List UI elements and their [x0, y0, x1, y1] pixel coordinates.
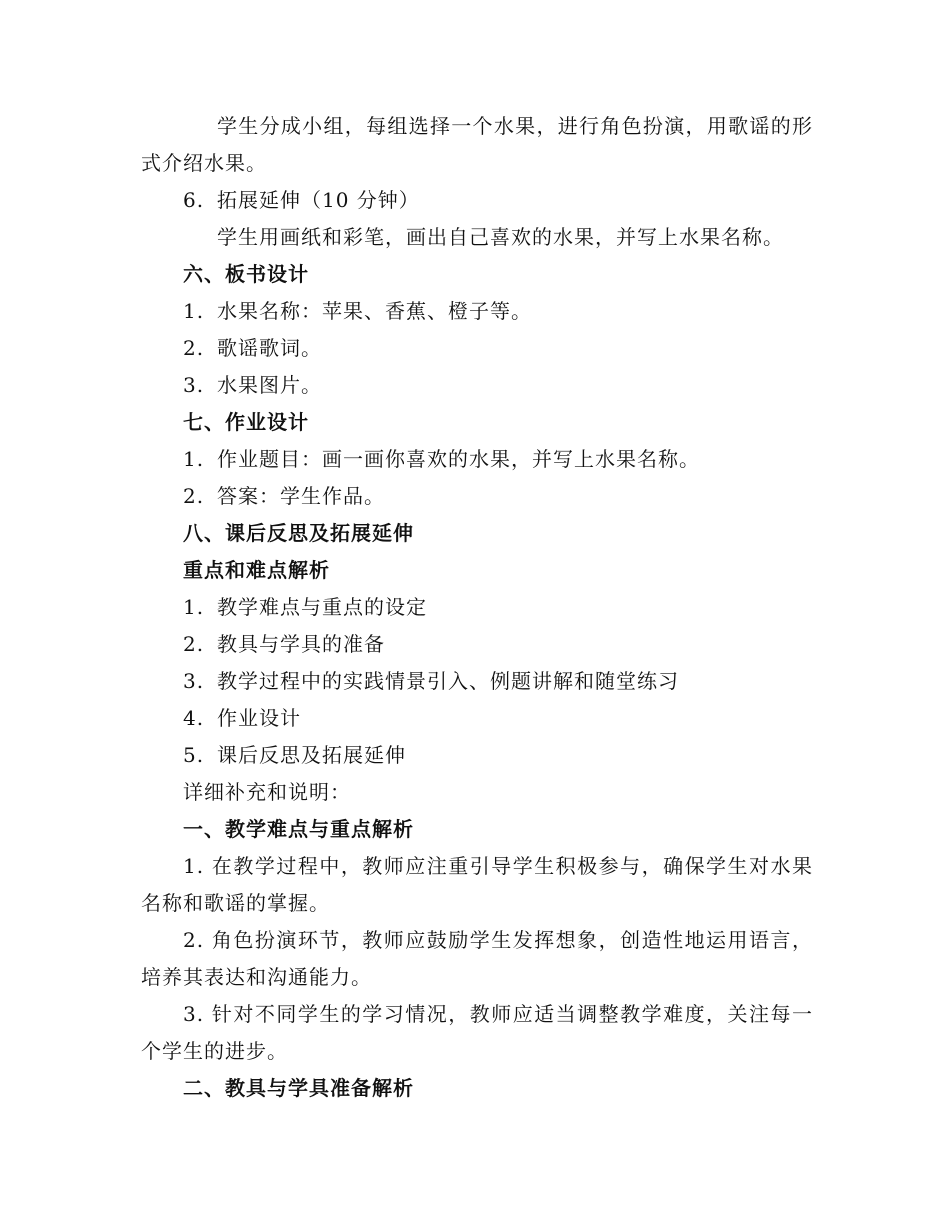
paragraph-role-play: 学生分成小组，每组选择一个水果，进行角色扮演，用歌谣的形式介绍水果。: [141, 114, 813, 175]
list-item: 4. 作业设计: [183, 706, 301, 730]
list-item: 5. 课后反思及拓展延伸: [183, 743, 406, 767]
list-item: 3. 教学过程中的实践情景引入、例题讲解和随堂练习: [183, 669, 679, 693]
step-6-number: 6.: [183, 188, 205, 212]
analysis-2-heading: 二、教具与学具准备解析: [183, 1076, 414, 1100]
list-item: 2. 教具与学具的准备: [183, 632, 385, 656]
list-item: 1. 教学难点与重点的设定: [183, 595, 427, 619]
supplement-label: 详细补充和说明：: [183, 780, 351, 804]
section-7-heading: 七、作业设计: [183, 410, 309, 434]
analysis-1-heading: 一、教学难点与重点解析: [183, 817, 414, 841]
step-6-text: 拓展延伸（10 分钟）: [217, 188, 420, 212]
list-item: 1. 作业题目：画一画你喜欢的水果，并写上水果名称。: [183, 447, 700, 471]
list-item: 1. 水果名称：苹果、香蕉、橙子等。: [183, 299, 532, 323]
list-item: 2. 歌谣歌词。: [183, 336, 322, 360]
key-points-subheading: 重点和难点解析: [183, 558, 330, 582]
list-item: 2. 答案：学生作品。: [183, 484, 385, 508]
analysis-point: 3. 针对不同学生的学习情况，教师应适当调整教学难度，关注每一个学生的进步。: [141, 1002, 813, 1063]
section-6-heading: 六、板书设计: [183, 262, 309, 286]
section-8-heading: 八、课后反思及拓展延伸: [183, 521, 414, 545]
document-body: [141, 108, 813, 1107]
step-6-heading: [141, 182, 813, 219]
analysis-point: 2. 角色扮演环节，教师应鼓励学生发挥想象，创造性地运用语言，培养其表达和沟通能力。: [141, 928, 813, 989]
paragraph-drawing: 学生用画纸和彩笔，画出自己喜欢的水果，并写上水果名称。: [217, 225, 784, 249]
analysis-point: 1. 在教学过程中，教师应注重引导学生积极参与，确保学生对水果名称和歌谣的掌握。: [141, 854, 813, 915]
list-item: 3. 水果图片。: [183, 373, 322, 397]
